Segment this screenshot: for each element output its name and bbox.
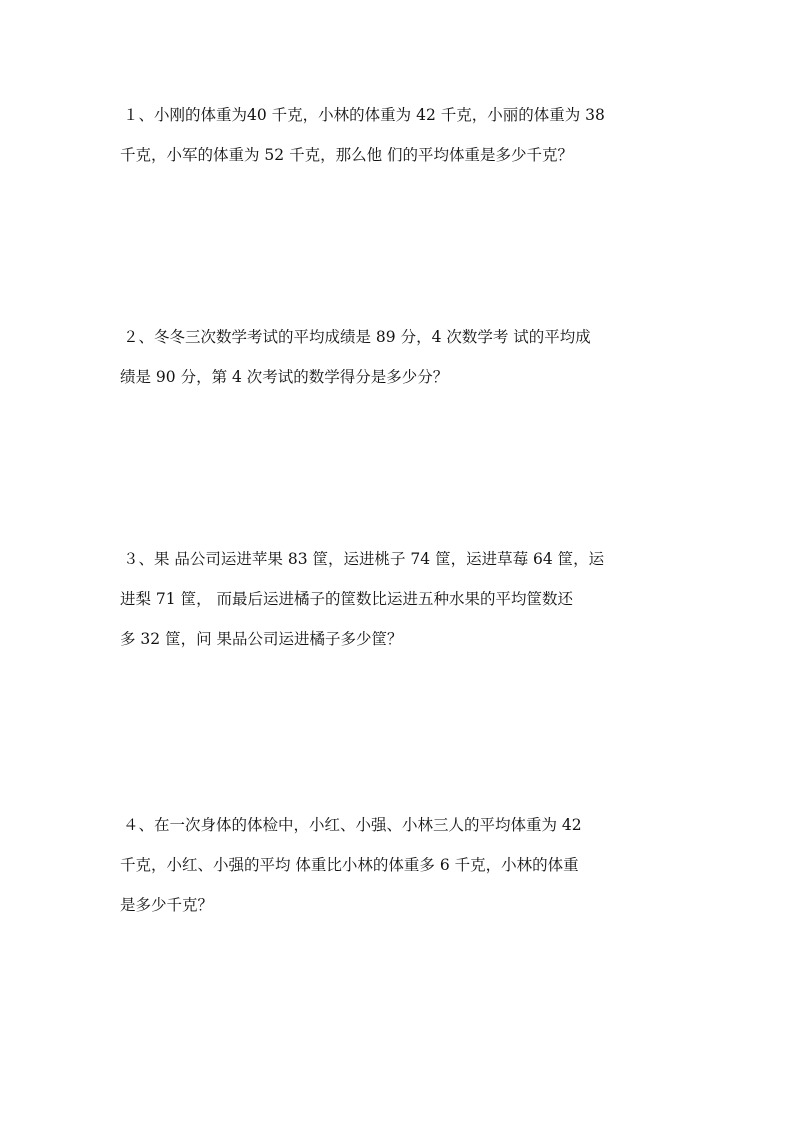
question-3-line-1: ３、果 品公司运进苹果 83 筐，运进桃子 74 筐，运进草莓 64 筐，运 — [123, 550, 605, 568]
question-2-line-2: 绩是 90 分，第 4 次考试的数学得分是多少分？ — [120, 368, 449, 386]
question-3-line-3: 多 32 筐，问 果品公司运进橘子多少筐？ — [120, 630, 403, 648]
question-3-line-2: 进梨 71 筐， 而最后运进橘子的筐数比运进五种水果的平均筐数还 — [120, 590, 574, 608]
question-4-line-2: 千克，小红、小强的平均 体重比小林的体重多 6 千克，小林的体重 — [120, 856, 579, 874]
question-2-line-1: ２、冬冬三次数学考试的平均成绩是 89 分，4 次数学考 试的平均成 — [123, 328, 591, 346]
question-1-line-1: １、小刚的体重为40 千克，小林的体重为 42 千克，小丽的体重为 38 — [123, 106, 605, 124]
question-1-line-2: 千克，小军的体重为 52 千克，那么他 们的平均体重是多少千克？ — [120, 146, 574, 164]
question-4-line-1: ４、在一次身体的体检中，小红、小强、小林三人的平均体重为 42 — [123, 816, 582, 834]
question-4-line-3: 是多少千克？ — [120, 896, 214, 914]
